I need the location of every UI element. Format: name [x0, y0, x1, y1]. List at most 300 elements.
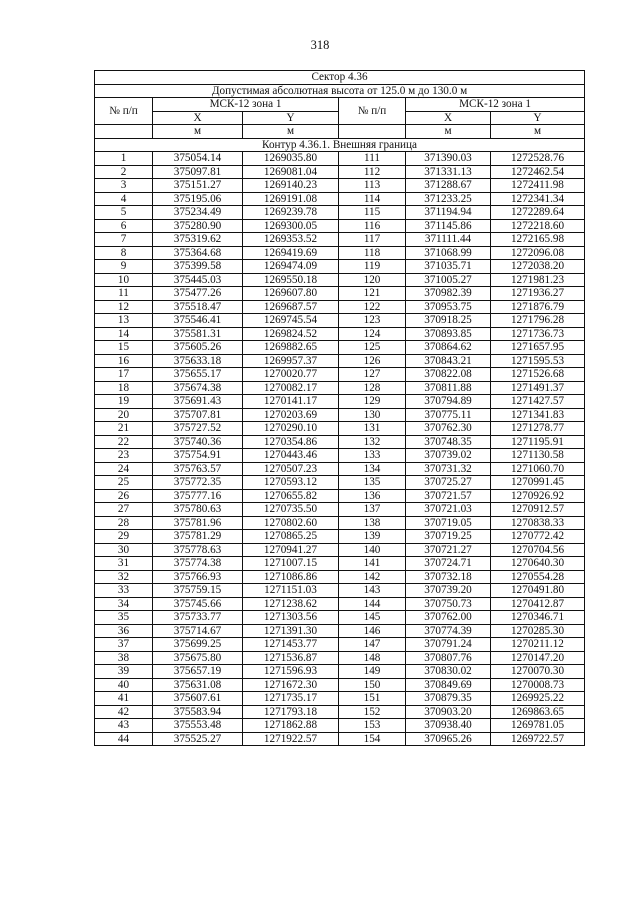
point-number-left: 42 [95, 705, 153, 719]
y-coordinate-right: 1269722.57 [491, 732, 585, 746]
point-number-right: 131 [339, 422, 406, 436]
x-coordinate-left: 375675.80 [153, 651, 243, 665]
x-coordinate-right: 370721.03 [406, 503, 491, 517]
point-number-right: 143 [339, 584, 406, 598]
y-coordinate-right: 1270147.20 [491, 651, 585, 665]
y-coordinate-right: 1272411.98 [491, 179, 585, 193]
table-row [95, 503, 585, 517]
unit-x-right: м [406, 125, 491, 139]
table-row [95, 354, 585, 368]
x-coordinate-left: 375699.25 [153, 638, 243, 652]
y-coordinate-left: 1270443.46 [243, 449, 339, 463]
y-coordinate-right: 1270991.45 [491, 476, 585, 490]
x-coordinate-left: 375477.26 [153, 287, 243, 301]
point-number-left: 13 [95, 314, 153, 328]
point-number-right: 126 [339, 354, 406, 368]
x-coordinate-left: 375607.61 [153, 692, 243, 706]
table-row [95, 489, 585, 503]
x-coordinate-right: 370775.11 [406, 408, 491, 422]
y-coordinate-right: 1272462.54 [491, 165, 585, 179]
point-number-left: 32 [95, 570, 153, 584]
y-coordinate-right: 1272218.60 [491, 219, 585, 233]
point-number-left: 37 [95, 638, 153, 652]
y-coordinate-left: 1269191.08 [243, 192, 339, 206]
point-number-left: 26 [95, 489, 153, 503]
x-coordinate-right: 370774.39 [406, 624, 491, 638]
allowed-height: Допустимая абсолютная высота от 125.0 м до 130.0 м [95, 84, 585, 98]
point-number-right: 138 [339, 516, 406, 530]
point-number-left: 29 [95, 530, 153, 544]
point-number-right: 114 [339, 192, 406, 206]
header-y-left: Y [243, 111, 339, 125]
x-coordinate-right: 370725.27 [406, 476, 491, 490]
table-row [95, 233, 585, 247]
x-coordinate-left: 375766.93 [153, 570, 243, 584]
point-number-right: 134 [339, 462, 406, 476]
y-coordinate-right: 1271595.53 [491, 354, 585, 368]
y-coordinate-right: 1270554.28 [491, 570, 585, 584]
x-coordinate-left: 375657.19 [153, 665, 243, 679]
y-coordinate-left: 1271672.30 [243, 678, 339, 692]
coordinates-table [94, 70, 585, 746]
x-coordinate-left: 375745.66 [153, 597, 243, 611]
point-number-left: 7 [95, 233, 153, 247]
x-coordinate-right: 370938.40 [406, 719, 491, 733]
x-coordinate-right: 371068.99 [406, 246, 491, 260]
x-coordinate-right: 370739.20 [406, 584, 491, 598]
y-coordinate-left: 1269550.18 [243, 273, 339, 287]
x-coordinate-right: 370721.27 [406, 543, 491, 557]
point-number-left: 33 [95, 584, 153, 598]
y-coordinate-right: 1271936.27 [491, 287, 585, 301]
table-row [95, 246, 585, 260]
x-coordinate-left: 375605.26 [153, 341, 243, 355]
y-coordinate-right: 1270070.30 [491, 665, 585, 679]
y-coordinate-right: 1272289.64 [491, 206, 585, 220]
header-x-left: X [153, 111, 243, 125]
point-number-right: 154 [339, 732, 406, 746]
table-row [95, 692, 585, 706]
unit-y-left: м [243, 125, 339, 139]
point-number-left: 9 [95, 260, 153, 274]
y-coordinate-right: 1269781.05 [491, 719, 585, 733]
x-coordinate-left: 375399.58 [153, 260, 243, 274]
x-coordinate-left: 375777.16 [153, 489, 243, 503]
x-coordinate-right: 370843.21 [406, 354, 491, 368]
point-number-left: 34 [95, 597, 153, 611]
x-coordinate-left: 375727.52 [153, 422, 243, 436]
x-coordinate-right: 370830.02 [406, 665, 491, 679]
point-number-right: 130 [339, 408, 406, 422]
x-coordinate-right: 371145.86 [406, 219, 491, 233]
point-number-right: 141 [339, 557, 406, 571]
x-coordinate-right: 370762.00 [406, 611, 491, 625]
x-coordinate-right: 370732.18 [406, 570, 491, 584]
table-row [95, 732, 585, 746]
x-coordinate-left: 375525.27 [153, 732, 243, 746]
x-coordinate-right: 370719.05 [406, 516, 491, 530]
x-coordinate-right: 371005.27 [406, 273, 491, 287]
unit-blank-right [339, 125, 406, 139]
x-coordinate-left: 375234.49 [153, 206, 243, 220]
x-coordinate-left: 375546.41 [153, 314, 243, 328]
y-coordinate-right: 1271491.37 [491, 381, 585, 395]
y-coordinate-left: 1269300.05 [243, 219, 339, 233]
point-number-right: 111 [339, 152, 406, 166]
y-coordinate-left: 1271007.15 [243, 557, 339, 571]
y-coordinate-left: 1271922.57 [243, 732, 339, 746]
x-coordinate-right: 370721.57 [406, 489, 491, 503]
x-coordinate-left: 375631.08 [153, 678, 243, 692]
y-coordinate-right: 1272341.34 [491, 192, 585, 206]
y-coordinate-left: 1271735.17 [243, 692, 339, 706]
point-number-right: 129 [339, 395, 406, 409]
y-coordinate-left: 1269474.09 [243, 260, 339, 274]
y-coordinate-left: 1269419.69 [243, 246, 339, 260]
x-coordinate-left: 375740.36 [153, 435, 243, 449]
table-row [95, 422, 585, 436]
table-row [95, 665, 585, 679]
x-coordinate-right: 370879.35 [406, 692, 491, 706]
x-coordinate-left: 375319.62 [153, 233, 243, 247]
y-coordinate-right: 1270211.12 [491, 638, 585, 652]
point-number-right: 153 [339, 719, 406, 733]
x-coordinate-right: 370864.62 [406, 341, 491, 355]
table-row [95, 260, 585, 274]
table-row [95, 462, 585, 476]
point-number-left: 12 [95, 300, 153, 314]
point-number-right: 140 [339, 543, 406, 557]
x-coordinate-right: 370739.02 [406, 449, 491, 463]
y-coordinate-right: 1270926.92 [491, 489, 585, 503]
y-coordinate-right: 1271526.68 [491, 368, 585, 382]
x-coordinate-right: 371111.44 [406, 233, 491, 247]
x-coordinate-left: 375583.94 [153, 705, 243, 719]
table-row [95, 314, 585, 328]
table-row [95, 327, 585, 341]
x-coordinate-right: 370893.85 [406, 327, 491, 341]
y-coordinate-right: 1271341.83 [491, 408, 585, 422]
table-row [95, 179, 585, 193]
point-number-right: 128 [339, 381, 406, 395]
point-number-left: 1 [95, 152, 153, 166]
point-number-right: 144 [339, 597, 406, 611]
point-number-left: 24 [95, 462, 153, 476]
table-row [95, 624, 585, 638]
header-system-right: МСК-12 зона 1 [406, 98, 585, 112]
y-coordinate-right: 1272528.76 [491, 152, 585, 166]
point-number-left: 28 [95, 516, 153, 530]
table-row [95, 435, 585, 449]
x-coordinate-right: 370982.39 [406, 287, 491, 301]
y-coordinate-left: 1270507.23 [243, 462, 339, 476]
point-number-left: 3 [95, 179, 153, 193]
header-y-right: Y [491, 111, 585, 125]
table-row [95, 449, 585, 463]
x-coordinate-right: 371288.67 [406, 179, 491, 193]
point-number-right: 139 [339, 530, 406, 544]
y-coordinate-right: 1270838.33 [491, 516, 585, 530]
y-coordinate-right: 1270912.57 [491, 503, 585, 517]
table-row [95, 543, 585, 557]
y-coordinate-right: 1269925.22 [491, 692, 585, 706]
point-number-right: 133 [339, 449, 406, 463]
x-coordinate-left: 375714.67 [153, 624, 243, 638]
point-number-right: 146 [339, 624, 406, 638]
table-row [95, 719, 585, 733]
y-coordinate-right: 1270772.42 [491, 530, 585, 544]
y-coordinate-left: 1271453.77 [243, 638, 339, 652]
y-coordinate-left: 1270941.27 [243, 543, 339, 557]
table-row [95, 597, 585, 611]
point-number-left: 6 [95, 219, 153, 233]
x-coordinate-left: 375364.68 [153, 246, 243, 260]
y-coordinate-right: 1270346.71 [491, 611, 585, 625]
point-number-left: 8 [95, 246, 153, 260]
y-coordinate-left: 1269824.52 [243, 327, 339, 341]
x-coordinate-left: 375581.31 [153, 327, 243, 341]
point-number-left: 44 [95, 732, 153, 746]
point-number-right: 119 [339, 260, 406, 274]
y-coordinate-left: 1271862.88 [243, 719, 339, 733]
y-coordinate-right: 1271876.79 [491, 300, 585, 314]
x-coordinate-left: 375781.96 [153, 516, 243, 530]
table-row [95, 530, 585, 544]
contour-row [95, 138, 585, 152]
point-number-right: 121 [339, 287, 406, 301]
page-number: 318 [310, 38, 330, 52]
table-row [95, 408, 585, 422]
y-coordinate-right: 1272096.08 [491, 246, 585, 260]
x-coordinate-right: 371194.94 [406, 206, 491, 220]
y-coordinate-left: 1271391.30 [243, 624, 339, 638]
x-coordinate-left: 375691.43 [153, 395, 243, 409]
y-coordinate-right: 1271736.73 [491, 327, 585, 341]
point-number-right: 124 [339, 327, 406, 341]
y-coordinate-left: 1270082.17 [243, 381, 339, 395]
header-num-left: № п/п [95, 98, 153, 125]
point-number-right: 118 [339, 246, 406, 260]
point-number-left: 16 [95, 354, 153, 368]
x-coordinate-left: 375759.15 [153, 584, 243, 598]
y-coordinate-left: 1270141.17 [243, 395, 339, 409]
x-coordinate-left: 375553.48 [153, 719, 243, 733]
header-x-right: X [406, 111, 491, 125]
point-number-right: 113 [339, 179, 406, 193]
point-number-right: 116 [339, 219, 406, 233]
x-coordinate-right: 370807.76 [406, 651, 491, 665]
x-coordinate-left: 375633.18 [153, 354, 243, 368]
x-coordinate-right: 370918.25 [406, 314, 491, 328]
point-number-left: 19 [95, 395, 153, 409]
y-coordinate-right: 1270285.30 [491, 624, 585, 638]
point-number-right: 125 [339, 341, 406, 355]
x-coordinate-left: 375707.81 [153, 408, 243, 422]
point-number-right: 112 [339, 165, 406, 179]
x-coordinate-left: 375151.27 [153, 179, 243, 193]
point-number-right: 142 [339, 570, 406, 584]
table-row [95, 152, 585, 166]
point-number-left: 43 [95, 719, 153, 733]
point-number-left: 5 [95, 206, 153, 220]
table-row [95, 381, 585, 395]
x-coordinate-right: 371331.13 [406, 165, 491, 179]
point-number-left: 22 [95, 435, 153, 449]
point-number-left: 18 [95, 381, 153, 395]
point-number-right: 122 [339, 300, 406, 314]
point-number-right: 152 [339, 705, 406, 719]
y-coordinate-left: 1271151.03 [243, 584, 339, 598]
y-coordinate-left: 1271596.93 [243, 665, 339, 679]
point-number-left: 35 [95, 611, 153, 625]
y-coordinate-left: 1271238.62 [243, 597, 339, 611]
point-number-right: 151 [339, 692, 406, 706]
point-number-left: 11 [95, 287, 153, 301]
x-coordinate-left: 375778.63 [153, 543, 243, 557]
x-coordinate-left: 375674.38 [153, 381, 243, 395]
x-coordinate-right: 370762.30 [406, 422, 491, 436]
x-coordinate-left: 375774.38 [153, 557, 243, 571]
y-coordinate-left: 1270802.60 [243, 516, 339, 530]
table-row [95, 165, 585, 179]
point-number-right: 136 [339, 489, 406, 503]
x-coordinate-left: 375772.35 [153, 476, 243, 490]
point-number-left: 27 [95, 503, 153, 517]
table-row [95, 476, 585, 490]
point-number-right: 120 [339, 273, 406, 287]
point-number-left: 36 [95, 624, 153, 638]
x-coordinate-left: 375097.81 [153, 165, 243, 179]
y-coordinate-left: 1271303.56 [243, 611, 339, 625]
point-number-left: 38 [95, 651, 153, 665]
point-number-left: 39 [95, 665, 153, 679]
point-number-right: 132 [339, 435, 406, 449]
unit-x-left: м [153, 125, 243, 139]
point-number-left: 25 [95, 476, 153, 490]
y-coordinate-left: 1270735.50 [243, 503, 339, 517]
y-coordinate-right: 1271130.58 [491, 449, 585, 463]
point-number-right: 123 [339, 314, 406, 328]
table-row [95, 273, 585, 287]
point-number-right: 150 [339, 678, 406, 692]
x-coordinate-right: 370903.20 [406, 705, 491, 719]
point-number-right: 149 [339, 665, 406, 679]
y-coordinate-left: 1270655.82 [243, 489, 339, 503]
y-coordinate-left: 1269140.23 [243, 179, 339, 193]
point-number-right: 117 [339, 233, 406, 247]
y-coordinate-right: 1271195.91 [491, 435, 585, 449]
y-coordinate-left: 1270020.77 [243, 368, 339, 382]
x-coordinate-right: 370719.25 [406, 530, 491, 544]
x-coordinate-left: 375280.90 [153, 219, 243, 233]
point-number-right: 127 [339, 368, 406, 382]
unit-blank-left [95, 125, 153, 139]
y-coordinate-left: 1269081.04 [243, 165, 339, 179]
y-coordinate-left: 1270290.10 [243, 422, 339, 436]
table-row [95, 206, 585, 220]
x-coordinate-right: 370748.35 [406, 435, 491, 449]
header-num-right: № п/п [339, 98, 406, 125]
point-number-left: 4 [95, 192, 153, 206]
y-coordinate-right: 1272038.20 [491, 260, 585, 274]
point-number-right: 115 [339, 206, 406, 220]
x-coordinate-left: 375733.77 [153, 611, 243, 625]
y-coordinate-left: 1269353.52 [243, 233, 339, 247]
y-coordinate-right: 1272165.98 [491, 233, 585, 247]
x-coordinate-right: 370724.71 [406, 557, 491, 571]
y-coordinate-right: 1271060.70 [491, 462, 585, 476]
point-number-left: 23 [95, 449, 153, 463]
y-coordinate-left: 1269745.54 [243, 314, 339, 328]
y-coordinate-left: 1269687.57 [243, 300, 339, 314]
x-coordinate-right: 371233.25 [406, 192, 491, 206]
point-number-right: 148 [339, 651, 406, 665]
x-coordinate-right: 370953.75 [406, 300, 491, 314]
table-row [95, 638, 585, 652]
x-coordinate-left: 375655.17 [153, 368, 243, 382]
y-coordinate-right: 1271796.28 [491, 314, 585, 328]
y-coordinate-left: 1269957.37 [243, 354, 339, 368]
x-coordinate-right: 370965.26 [406, 732, 491, 746]
table-row [95, 341, 585, 355]
x-coordinate-left: 375195.06 [153, 192, 243, 206]
y-coordinate-right: 1271657.95 [491, 341, 585, 355]
x-coordinate-right: 371035.71 [406, 260, 491, 274]
y-coordinate-left: 1270865.25 [243, 530, 339, 544]
y-coordinate-left: 1271536.87 [243, 651, 339, 665]
table-row [95, 368, 585, 382]
y-coordinate-right: 1270008.73 [491, 678, 585, 692]
y-coordinate-left: 1270203.69 [243, 408, 339, 422]
x-coordinate-right: 370791.24 [406, 638, 491, 652]
table-row [95, 584, 585, 598]
table-row [95, 557, 585, 571]
point-number-left: 17 [95, 368, 153, 382]
header-system-left: МСК-12 зона 1 [153, 98, 339, 112]
x-coordinate-right: 370849.69 [406, 678, 491, 692]
y-coordinate-left: 1269239.78 [243, 206, 339, 220]
point-number-left: 20 [95, 408, 153, 422]
table-row [95, 705, 585, 719]
table-row [95, 678, 585, 692]
header-row-1 [95, 98, 585, 112]
point-number-left: 31 [95, 557, 153, 571]
unit-y-right: м [491, 125, 585, 139]
y-coordinate-left: 1271086.86 [243, 570, 339, 584]
y-coordinate-right: 1269863.65 [491, 705, 585, 719]
x-coordinate-left: 375781.29 [153, 530, 243, 544]
point-number-right: 147 [339, 638, 406, 652]
x-coordinate-left: 375518.47 [153, 300, 243, 314]
sector-title: Сектор 4.36 [95, 71, 585, 85]
y-coordinate-right: 1271278.77 [491, 422, 585, 436]
x-coordinate-right: 371390.03 [406, 152, 491, 166]
x-coordinate-right: 370750.73 [406, 597, 491, 611]
x-coordinate-left: 375445.03 [153, 273, 243, 287]
table-row [95, 395, 585, 409]
point-number-left: 2 [95, 165, 153, 179]
y-coordinate-right: 1270412.87 [491, 597, 585, 611]
point-number-left: 15 [95, 341, 153, 355]
table-row [95, 219, 585, 233]
y-coordinate-right: 1270704.56 [491, 543, 585, 557]
point-number-left: 40 [95, 678, 153, 692]
point-number-right: 135 [339, 476, 406, 490]
table-row [95, 516, 585, 530]
y-coordinate-left: 1269882.65 [243, 341, 339, 355]
table-row [95, 192, 585, 206]
y-coordinate-left: 1271793.18 [243, 705, 339, 719]
